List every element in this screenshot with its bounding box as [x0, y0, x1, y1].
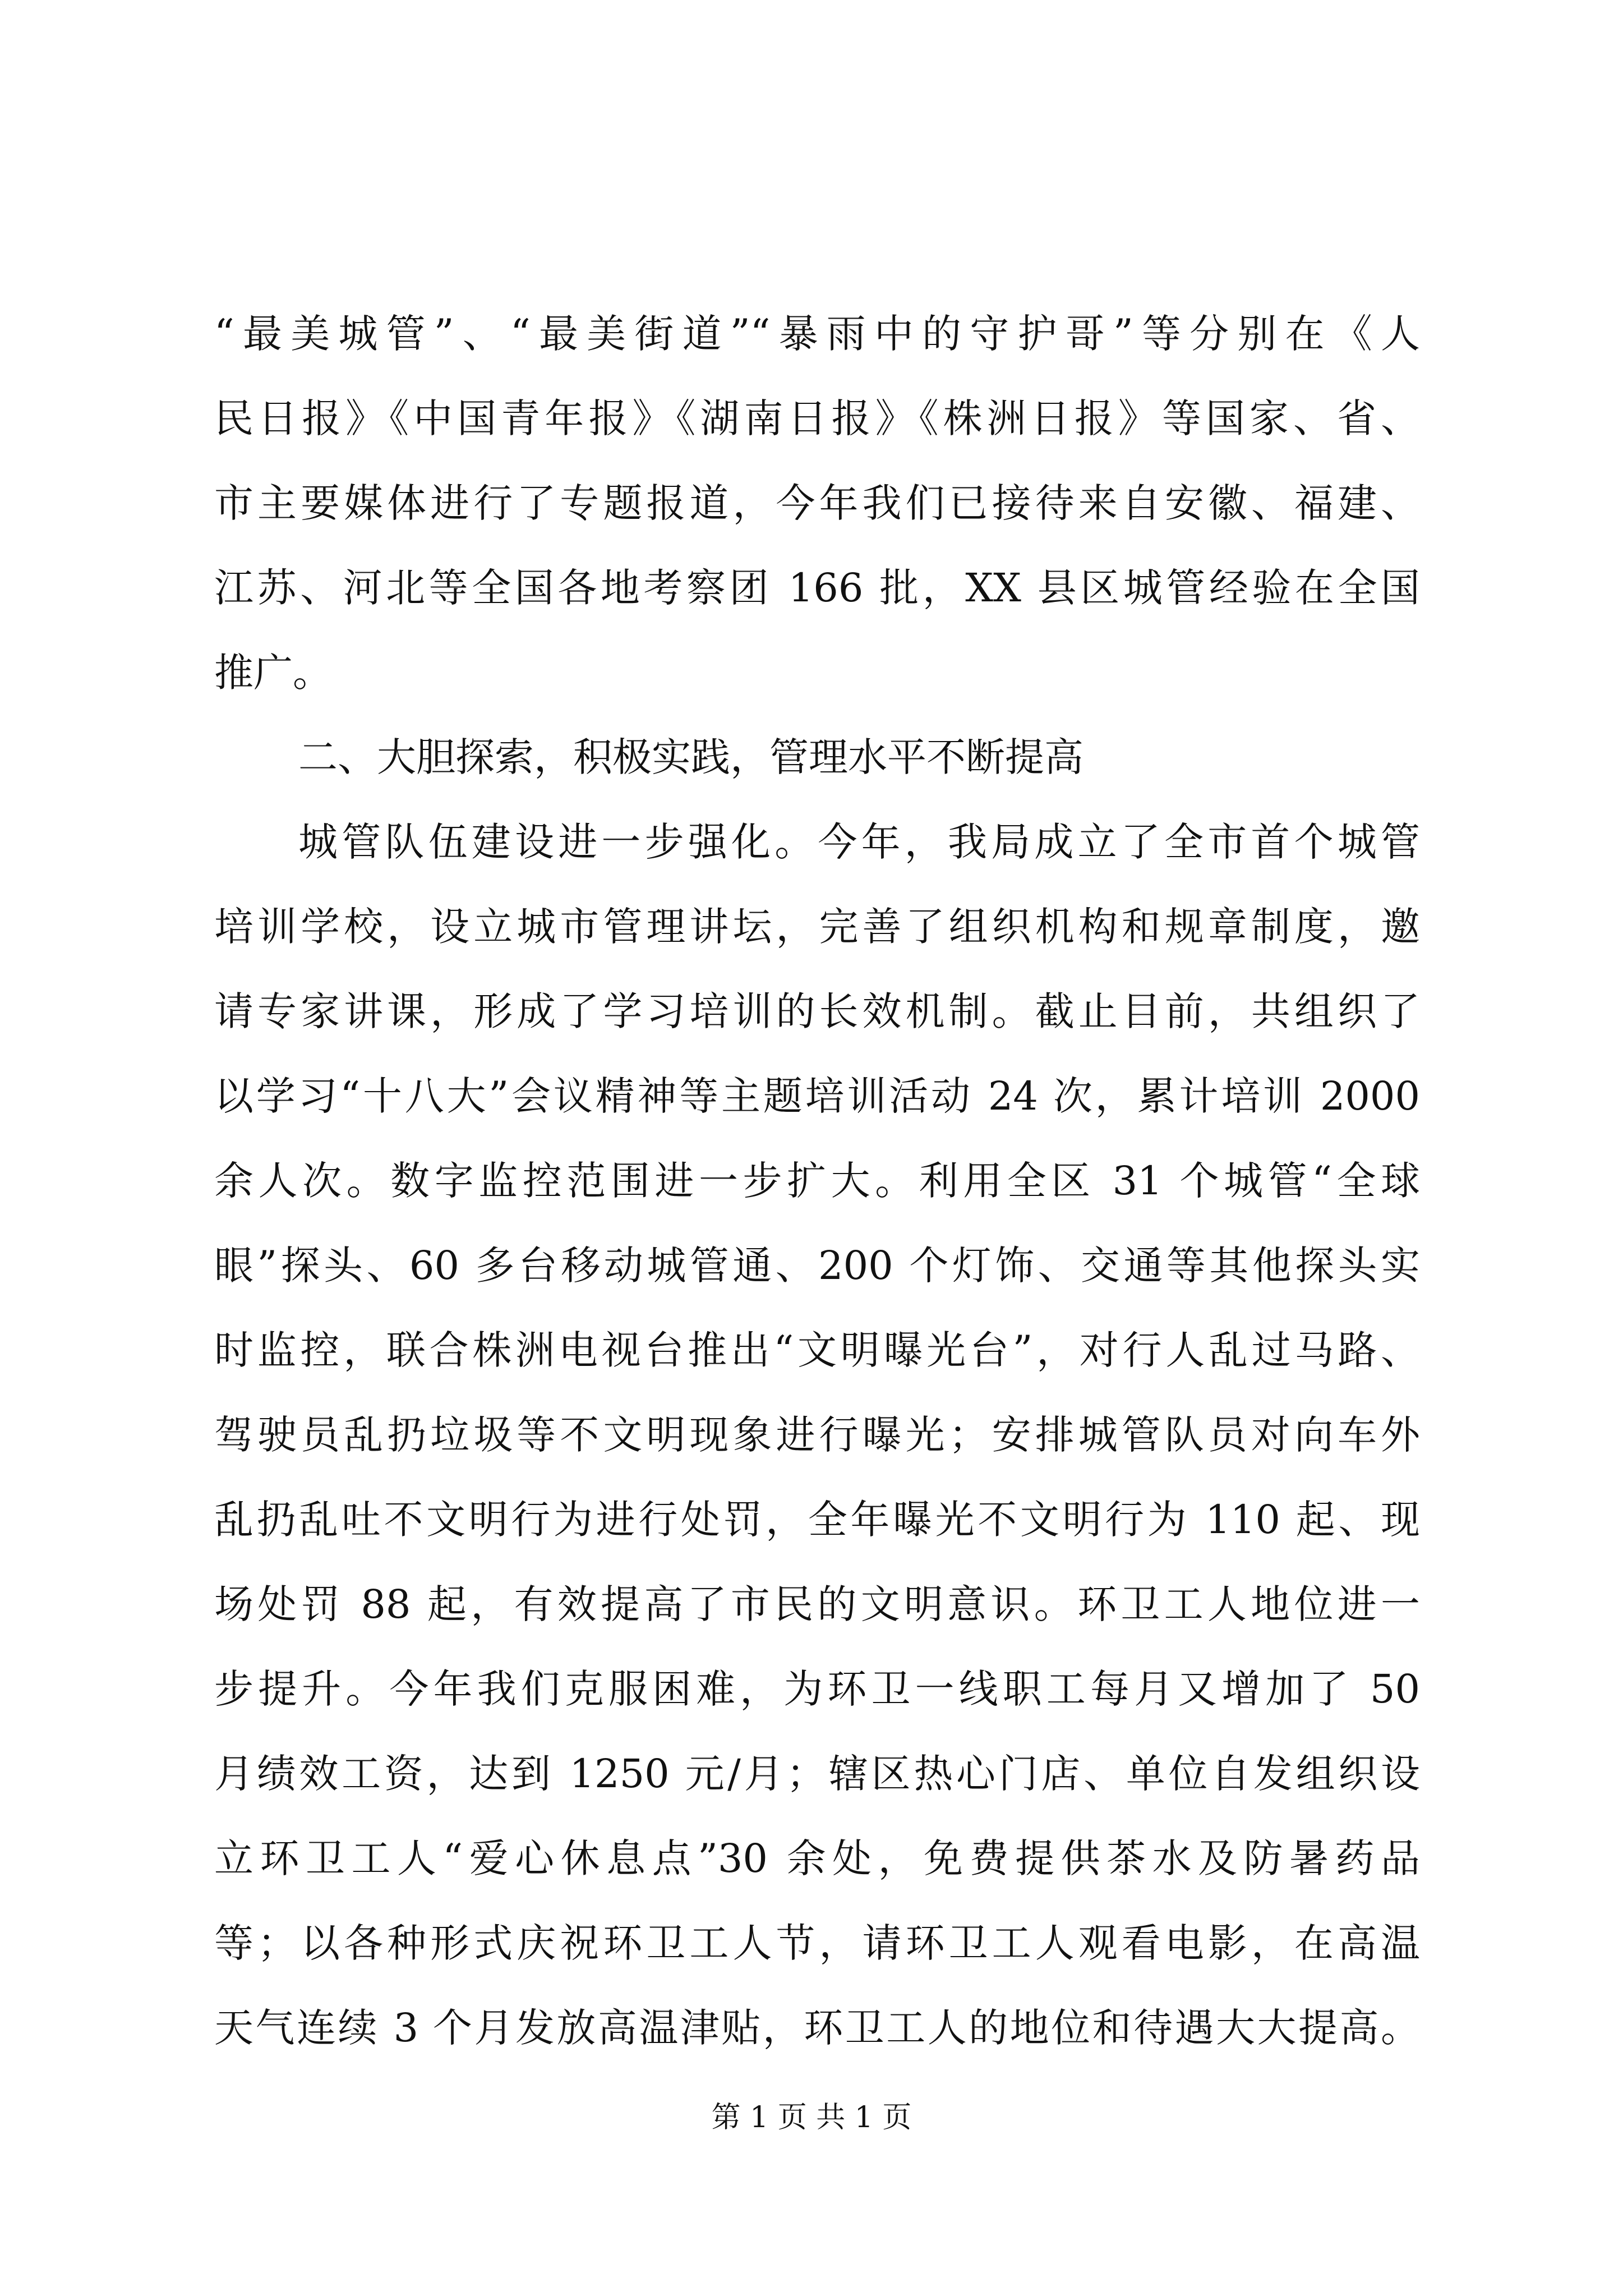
text-line: 城管队伍建设进一步强化。今年，我局成立了全市首个城管 [298, 819, 1420, 865]
section-heading: 二、大胆探索，积极实践，管理水平不断提高 [298, 734, 1083, 780]
text-line: 时监控，联合株洲电视台推出“文明曝光台”，对行人乱过马路、 [214, 1327, 1420, 1373]
page-footer [0, 2098, 1623, 2137]
text-line: 以学习“十八大”会议精神等主题培训活动 24 次，累计培训 2000 [214, 1073, 1420, 1119]
text-line: 驾驶员乱扔垃圾等不文明现象进行曝光；安排城管队员对向车外 [214, 1412, 1420, 1458]
body-text [214, 292, 1420, 2070]
text-line: 天气连续 3 个月发放高温津贴，环卫工人的地位和待遇大大提高。 [214, 2005, 1420, 2051]
text-line: 江苏、河北等全国各地考察团 166 批，XX 县区城管经验在全国 [214, 565, 1420, 611]
text-line: 市主要媒体进行了专题报道，今年我们已接待来自安徽、福建、 [214, 480, 1420, 526]
text-line: 步提升。今年我们克服困难，为环卫一线职工每月又增加了 50 [214, 1666, 1420, 1712]
text-line: “最美城管”、“最美街道”“暴雨中的守护哥”等分别在《人 [214, 311, 1420, 357]
text-line: 民日报》《中国青年报》《湖南日报》《株洲日报》等国家、省、 [214, 395, 1420, 441]
text-line: 培训学校，设立城市管理讲坛，完善了组织机构和规章制度，邀 [214, 904, 1420, 950]
text-line: 余人次。数字监控范围进一步扩大。利用全区 31 个城管“全球 [214, 1158, 1420, 1204]
text-line: 月绩效工资，达到 1250 元/月；辖区热心门店、单位自发组织设 [214, 1751, 1420, 1797]
text-line: 推广。 [214, 650, 332, 696]
text-line: 眼”探头、60 多台移动城管通、200 个灯饰、交通等其他探头实 [214, 1243, 1420, 1289]
page-number-label: 第 1 页 共 1 页 [711, 2101, 912, 2134]
text-line: 等；以各种形式庆祝环卫工人节，请环卫工人观看电影，在高温 [214, 1920, 1420, 1966]
text-line: 立环卫工人“爱心休息点”30 余处，免费提供茶水及防暑药品 [214, 1835, 1420, 1881]
text-line: 乱扔乱吐不文明行为进行处罚，全年曝光不文明行为 110 起、现 [214, 1497, 1420, 1543]
text-line: 场处罚 88 起，有效提高了市民的文明意识。环卫工人地位进一 [214, 1581, 1420, 1627]
text-line: 请专家讲课，形成了学习培训的长效机制。截止目前，共组织了 [214, 988, 1420, 1034]
